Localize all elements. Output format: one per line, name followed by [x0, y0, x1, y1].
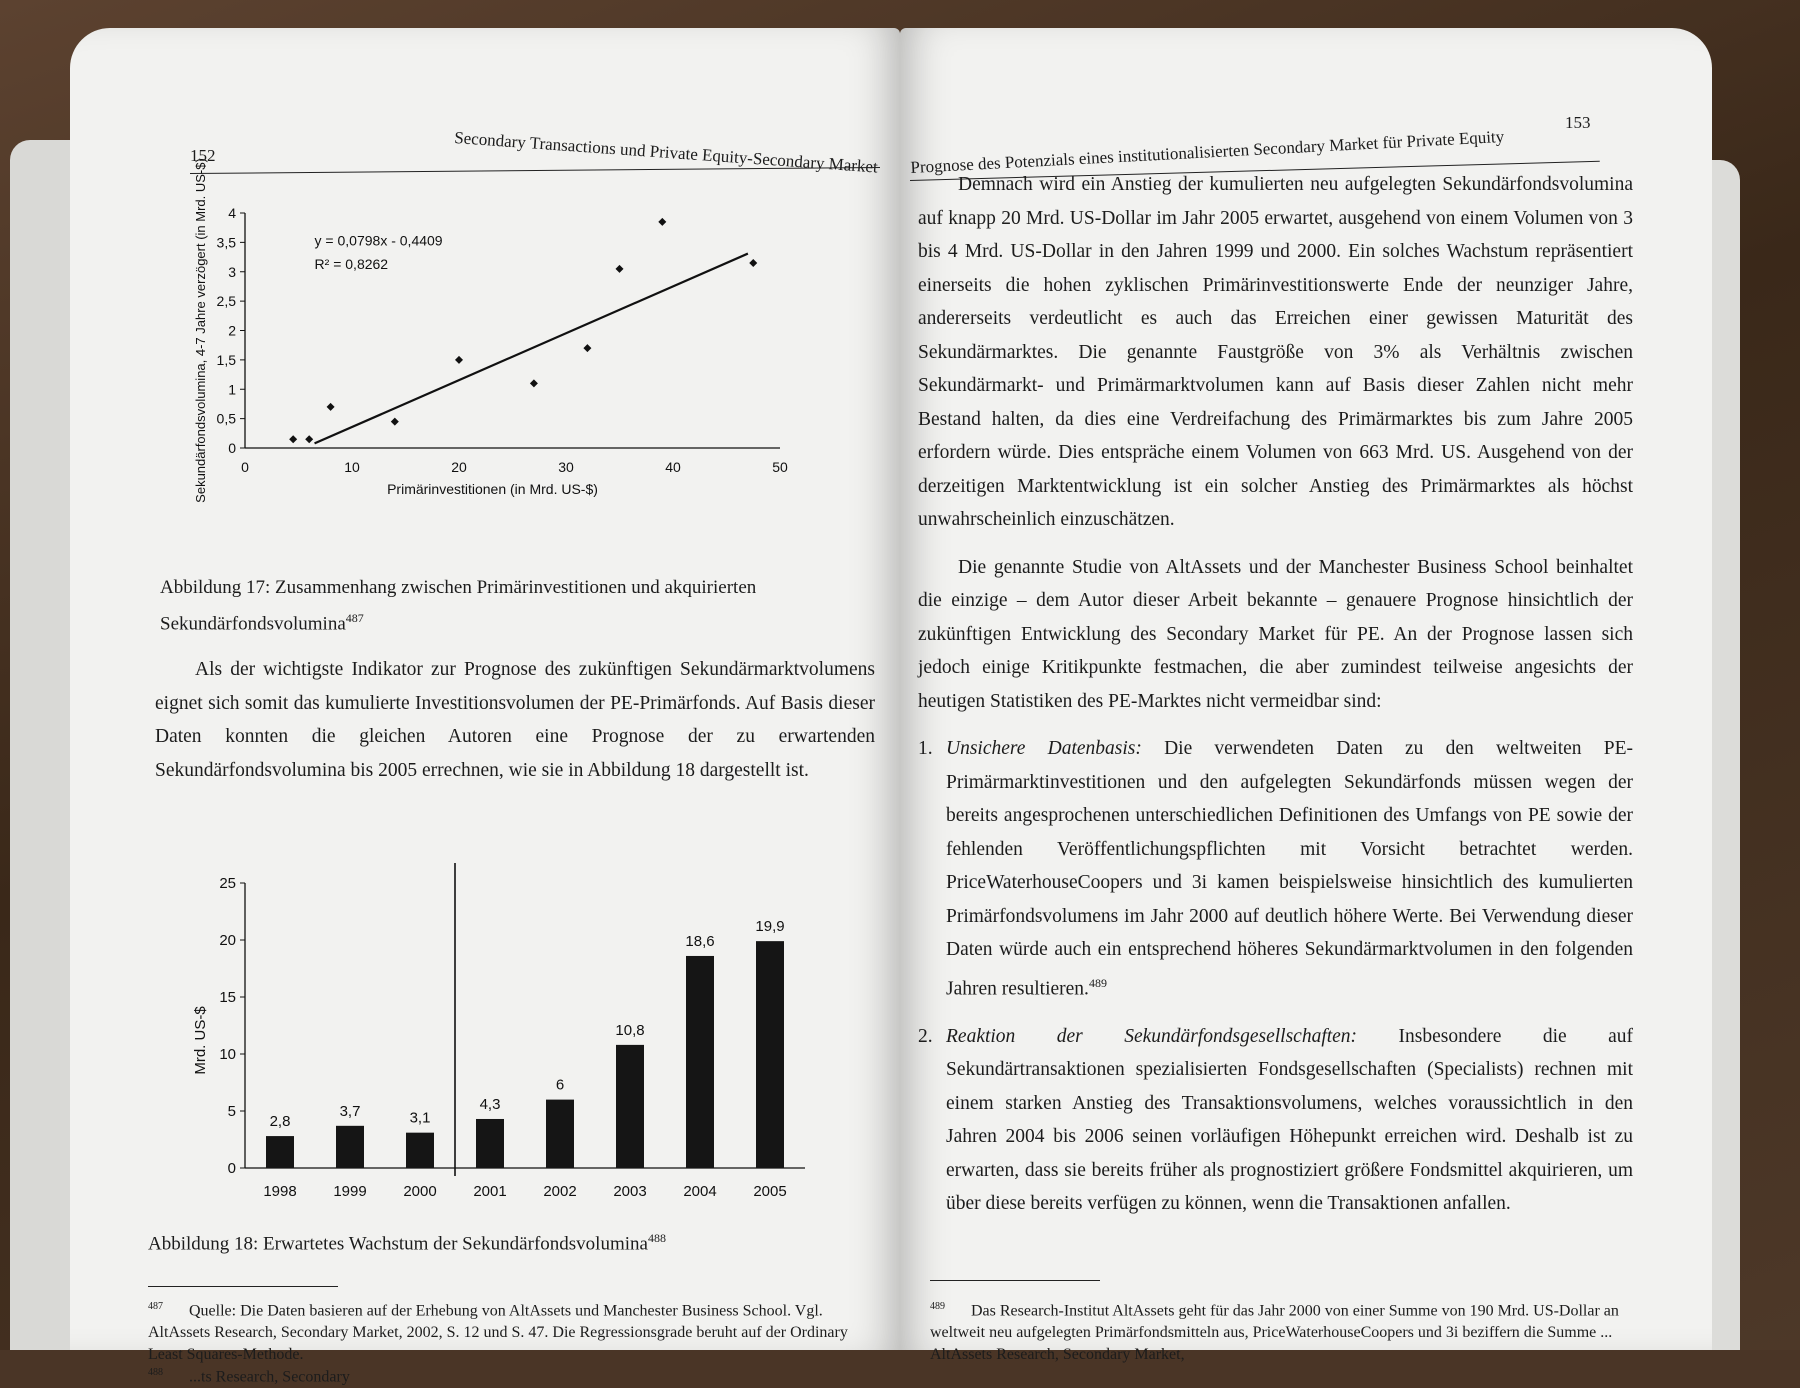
bar-value-label: 3,7	[339, 1102, 361, 1120]
bar-x-tick-label: 2003	[613, 1183, 647, 1200]
footnote-rule-left	[148, 1286, 338, 1287]
bar	[616, 1045, 644, 1168]
bar-x-tick-label: 1998	[263, 1183, 297, 1200]
bar-y-tick-label: 5	[227, 1103, 236, 1120]
left-paragraph	[155, 653, 875, 801]
footnote-ref-488: 488	[647, 1231, 666, 1245]
scatter-y-tick-label: 2,5	[216, 293, 236, 310]
bar-value-label: 2,8	[269, 1113, 291, 1131]
scatter-x-axis-label: Primärinvestitionen (in Mrd. US-$)	[387, 481, 598, 497]
left-paragraph-text: Als der wichtigste Indikator zur Prognose des zukünftigen Sekundärmarktvolumens eignet sich somit das kumulierte Investitionsvolumen der PE-Primärfonds. Auf Basis dieser Daten konnten die gleichen Autoren eine Prognose der zu erwartenden Sekundärfondsvolumina bis 2005 errechnen, wie sie in Abbildung 18 dargestellt ist.	[155, 659, 875, 781]
page-number-right: 153	[1565, 113, 1591, 132]
scatter-y-tick-label: 1,5	[216, 351, 236, 368]
bar-y-tick-label: 25	[219, 875, 236, 892]
footnote-487-text: Quelle: Die Daten basieren auf der Erhebung von AltAssets und Manchester Business School. Vgl. AltAssets Research, Secondary Market, 2002, S. 12 und S. 47. Die Regressionsgrade beruht auf der Ordinary Least Squares-Methode.	[148, 1302, 848, 1364]
bar	[406, 1133, 434, 1168]
scatter-point	[455, 356, 463, 364]
right-body	[918, 168, 1633, 1221]
bar-value-label: 19,9	[755, 918, 785, 936]
footnote-489-text: Das Research-Institut AltAssets geht für das Jahr 2000 von einer Summe von 190 Mrd. US-Dollar an weltweit neu aufgelegten Primärfondsmitteln aus, PriceWaterhouseCoopers und 3i beziffern die Summe ... AltAssets Research, Secondary Market,	[930, 1302, 1619, 1364]
scatter-y-tick-label: 2	[228, 322, 236, 339]
footnote-ref-489: 489	[1088, 975, 1107, 990]
bar-x-tick-label: 2004	[683, 1183, 717, 1200]
scatter-x-tick-label: 50	[772, 459, 788, 475]
running-head-left: Secondary Transactions und Private Equity-Secondary Market	[453, 128, 879, 177]
footnote-rule-right	[930, 1280, 1100, 1281]
r-squared-label: R² = 0,8262	[314, 255, 389, 272]
bar-x-tick-label: 2005	[753, 1183, 787, 1200]
bar-x-tick-label: 2001	[473, 1183, 507, 1200]
bar-value-label: 6	[555, 1076, 565, 1094]
scatter-point	[327, 403, 335, 411]
figure18-caption-text: Abbildung 18: Erwartetes Wachstum der Sekundärfondsvolumina	[148, 1233, 648, 1255]
scatter-x-tick-label: 0	[241, 459, 249, 475]
page-number-left: 152	[190, 146, 216, 165]
scatter-y-tick-label: 0	[228, 440, 236, 456]
bar	[756, 941, 784, 1168]
bar	[686, 956, 714, 1168]
scatter-point	[530, 379, 538, 387]
figure17-caption-text: Abbildung 17: Zusammenhang zwischen Primärinvestitionen und akquirierten Sekundärfondsvolumina	[160, 577, 757, 635]
bar-value-label: 10,8	[615, 1021, 645, 1039]
bar	[476, 1119, 504, 1168]
list-item-1-text: Die verwendeten Daten zu den weltweiten PE-Primärmarktinvestitionen und den aufgelegten Sekundärfonds müssen wegen der bereits angesprochenen unterschiedlichen Definitionen des Umfangs von PE sowie der fehlenden Veröffentlichungspflichten mit Vorsicht betrachtet werden. PriceWaterhouseCoopers und 3i kamen beispielsweise hinsichtlich des kumulierten Primärfondsvolumens im Jahr 2000 auf deutlich höhere Werte. Bei Verwendung dieser Daten würde auch ein entsprechend höheres Sekundärmarktvolumen in den folgenden Jahren resultieren.	[946, 738, 1633, 999]
scatter-x-tick-label: 10	[344, 459, 360, 475]
bar	[546, 1100, 574, 1168]
bar-chart	[165, 828, 825, 1208]
footnote-487	[148, 1296, 868, 1366]
list-item-2	[918, 1020, 1633, 1221]
bar-value-label: 4,3	[479, 1095, 501, 1113]
scatter-x-tick-label: 20	[451, 459, 467, 475]
bar-y-tick-label: 20	[219, 932, 236, 949]
bar-value-label: 3,1	[409, 1109, 431, 1127]
bar-y-tick-label: 15	[219, 989, 236, 1006]
scatter-y-tick-label: 3,5	[216, 234, 236, 251]
left-page	[70, 28, 900, 1386]
scatter-point	[616, 265, 624, 273]
scatter-point	[749, 259, 757, 267]
list-item-2-text: Insbesondere die auf Sekundärtransaktionen spezialisierten Fondsgesellschaften (Specialists) rechnen mit einem starken Anstieg des Transaktionsvolumens, welches voraussichtlich in den Jahren 2004 bis 2006 seinen vorläufigen Höhepunkt erreichen wird. Deshalb ist zu erwarten, dass sie bereits früher als prognostiziert größere Fondsmittel akquirieren, um über diese bereits verfügen zu können, wenn die Transaktionen anfallen.	[946, 1025, 1634, 1214]
bar	[266, 1136, 294, 1168]
right-paragraph-2: Die genannte Studie von AltAssets und der Manchester Business School beinhaltet die einzige – dem Autor dieser Arbeit bekannte – genauere Prognose hinsichtlich der zukünftigen Entwicklung des Secondary Market für PE. An der Prognose lassen sich jedoch einige Kritikpunkte festmachen, die aber zumindest teilweise angesichts der heutigen Statistiken des PE-Marktes nicht vermeidbar sind:	[918, 556, 1633, 712]
figure18-caption	[148, 1223, 868, 1259]
scatter-chart	[160, 158, 810, 568]
scatter-point	[583, 344, 591, 352]
bar-x-tick-label: 2002	[543, 1183, 577, 1200]
running-head-right: Prognose des Potenzials eines institutionalisierten Secondary Market für Private Equity	[910, 126, 1505, 177]
bar-value-label: 18,6	[685, 932, 715, 950]
scatter-y-tick-label: 0,5	[216, 410, 236, 427]
bar-x-tick-label: 2000	[403, 1183, 437, 1200]
bar-y-tick-label: 0	[227, 1160, 236, 1177]
footnote-488-text: ...ts Research, Secondary	[189, 1368, 350, 1386]
scatter-y-tick-label: 3	[228, 263, 236, 280]
footnote-489-number: 489	[930, 1301, 945, 1312]
footnote-487-number: 487	[148, 1301, 163, 1312]
scatter-x-tick-label: 40	[665, 459, 681, 475]
bar-y-axis-label: Mrd. US-$	[192, 1006, 209, 1075]
list-item-1-number: 1.	[918, 738, 933, 759]
scatter-point	[658, 218, 666, 226]
list-item-1-title: Unsichere Datenbasis:	[946, 738, 1142, 759]
list-item-2-title: Reaktion der Sekundärfondsgesellschaften:	[946, 1025, 1358, 1047]
right-page	[900, 28, 1712, 1364]
list-item-2-number: 2.	[918, 1025, 933, 1047]
right-paragraph-1: Demnach wird ein Anstieg der kumulierten neu aufgelegten Sekundärfondsvolumina auf knapp 20 Mrd. US-Dollar im Jahr 2005 erwartet, ausgehend von einem Volumen von 3 bis 4 Mrd. US-Dollar in den Jahren 1999 und 2000. Ein solches Wachstum repräsentiert einerseits die hohen zyklischen Primärinvestitionswerte Ende der neunziger Jahre, andererseits verdeutlicht es auch das Erreichen einer gewissen Maturität des Sekundärmarktes. Die genannte Faustgröße von 3% als Verhältnis zwischen Sekundärmarkt- und Primärmarktvolumen kann auf Basis dieser Zahlen nicht mehr Bestand halten, da dies eine Verdreifachung des Primärmarktes bis zum Jahre 2005 erfordern würde. Dies entspräche einem Volumen von 663 Mrd. US. Ausgehend von der derzeitigen Marktentwicklung ist ein solcher Anstieg des Primärmarktes als höchst unwahrscheinlich einzuschätzen.	[918, 174, 1633, 530]
bar-x-tick-label: 1999	[333, 1183, 367, 1200]
footnote-488	[148, 1362, 868, 1388]
trend-line	[315, 254, 748, 444]
bar-y-tick-label: 10	[219, 1046, 236, 1063]
scatter-x-tick-label: 30	[558, 459, 574, 475]
footnote-ref-487: 487	[345, 611, 364, 625]
footnote-488-number: 488	[148, 1367, 163, 1378]
list-item-1	[918, 732, 1633, 1006]
scatter-y-tick-label: 1	[228, 381, 236, 398]
figure17-caption	[160, 573, 880, 639]
scatter-y-tick-label: 4	[228, 205, 236, 221]
regression-equation: y = 0,0798x - 0,4409	[314, 232, 443, 249]
scatter-y-axis-label: Sekundärfondsvolumina, 4-7 Jahre verzögert (in Mrd. US-$)	[193, 158, 208, 503]
scatter-point	[391, 418, 399, 426]
footnote-489	[930, 1296, 1630, 1366]
bar	[336, 1126, 364, 1168]
scatter-point	[305, 435, 313, 443]
scatter-point	[289, 435, 297, 443]
